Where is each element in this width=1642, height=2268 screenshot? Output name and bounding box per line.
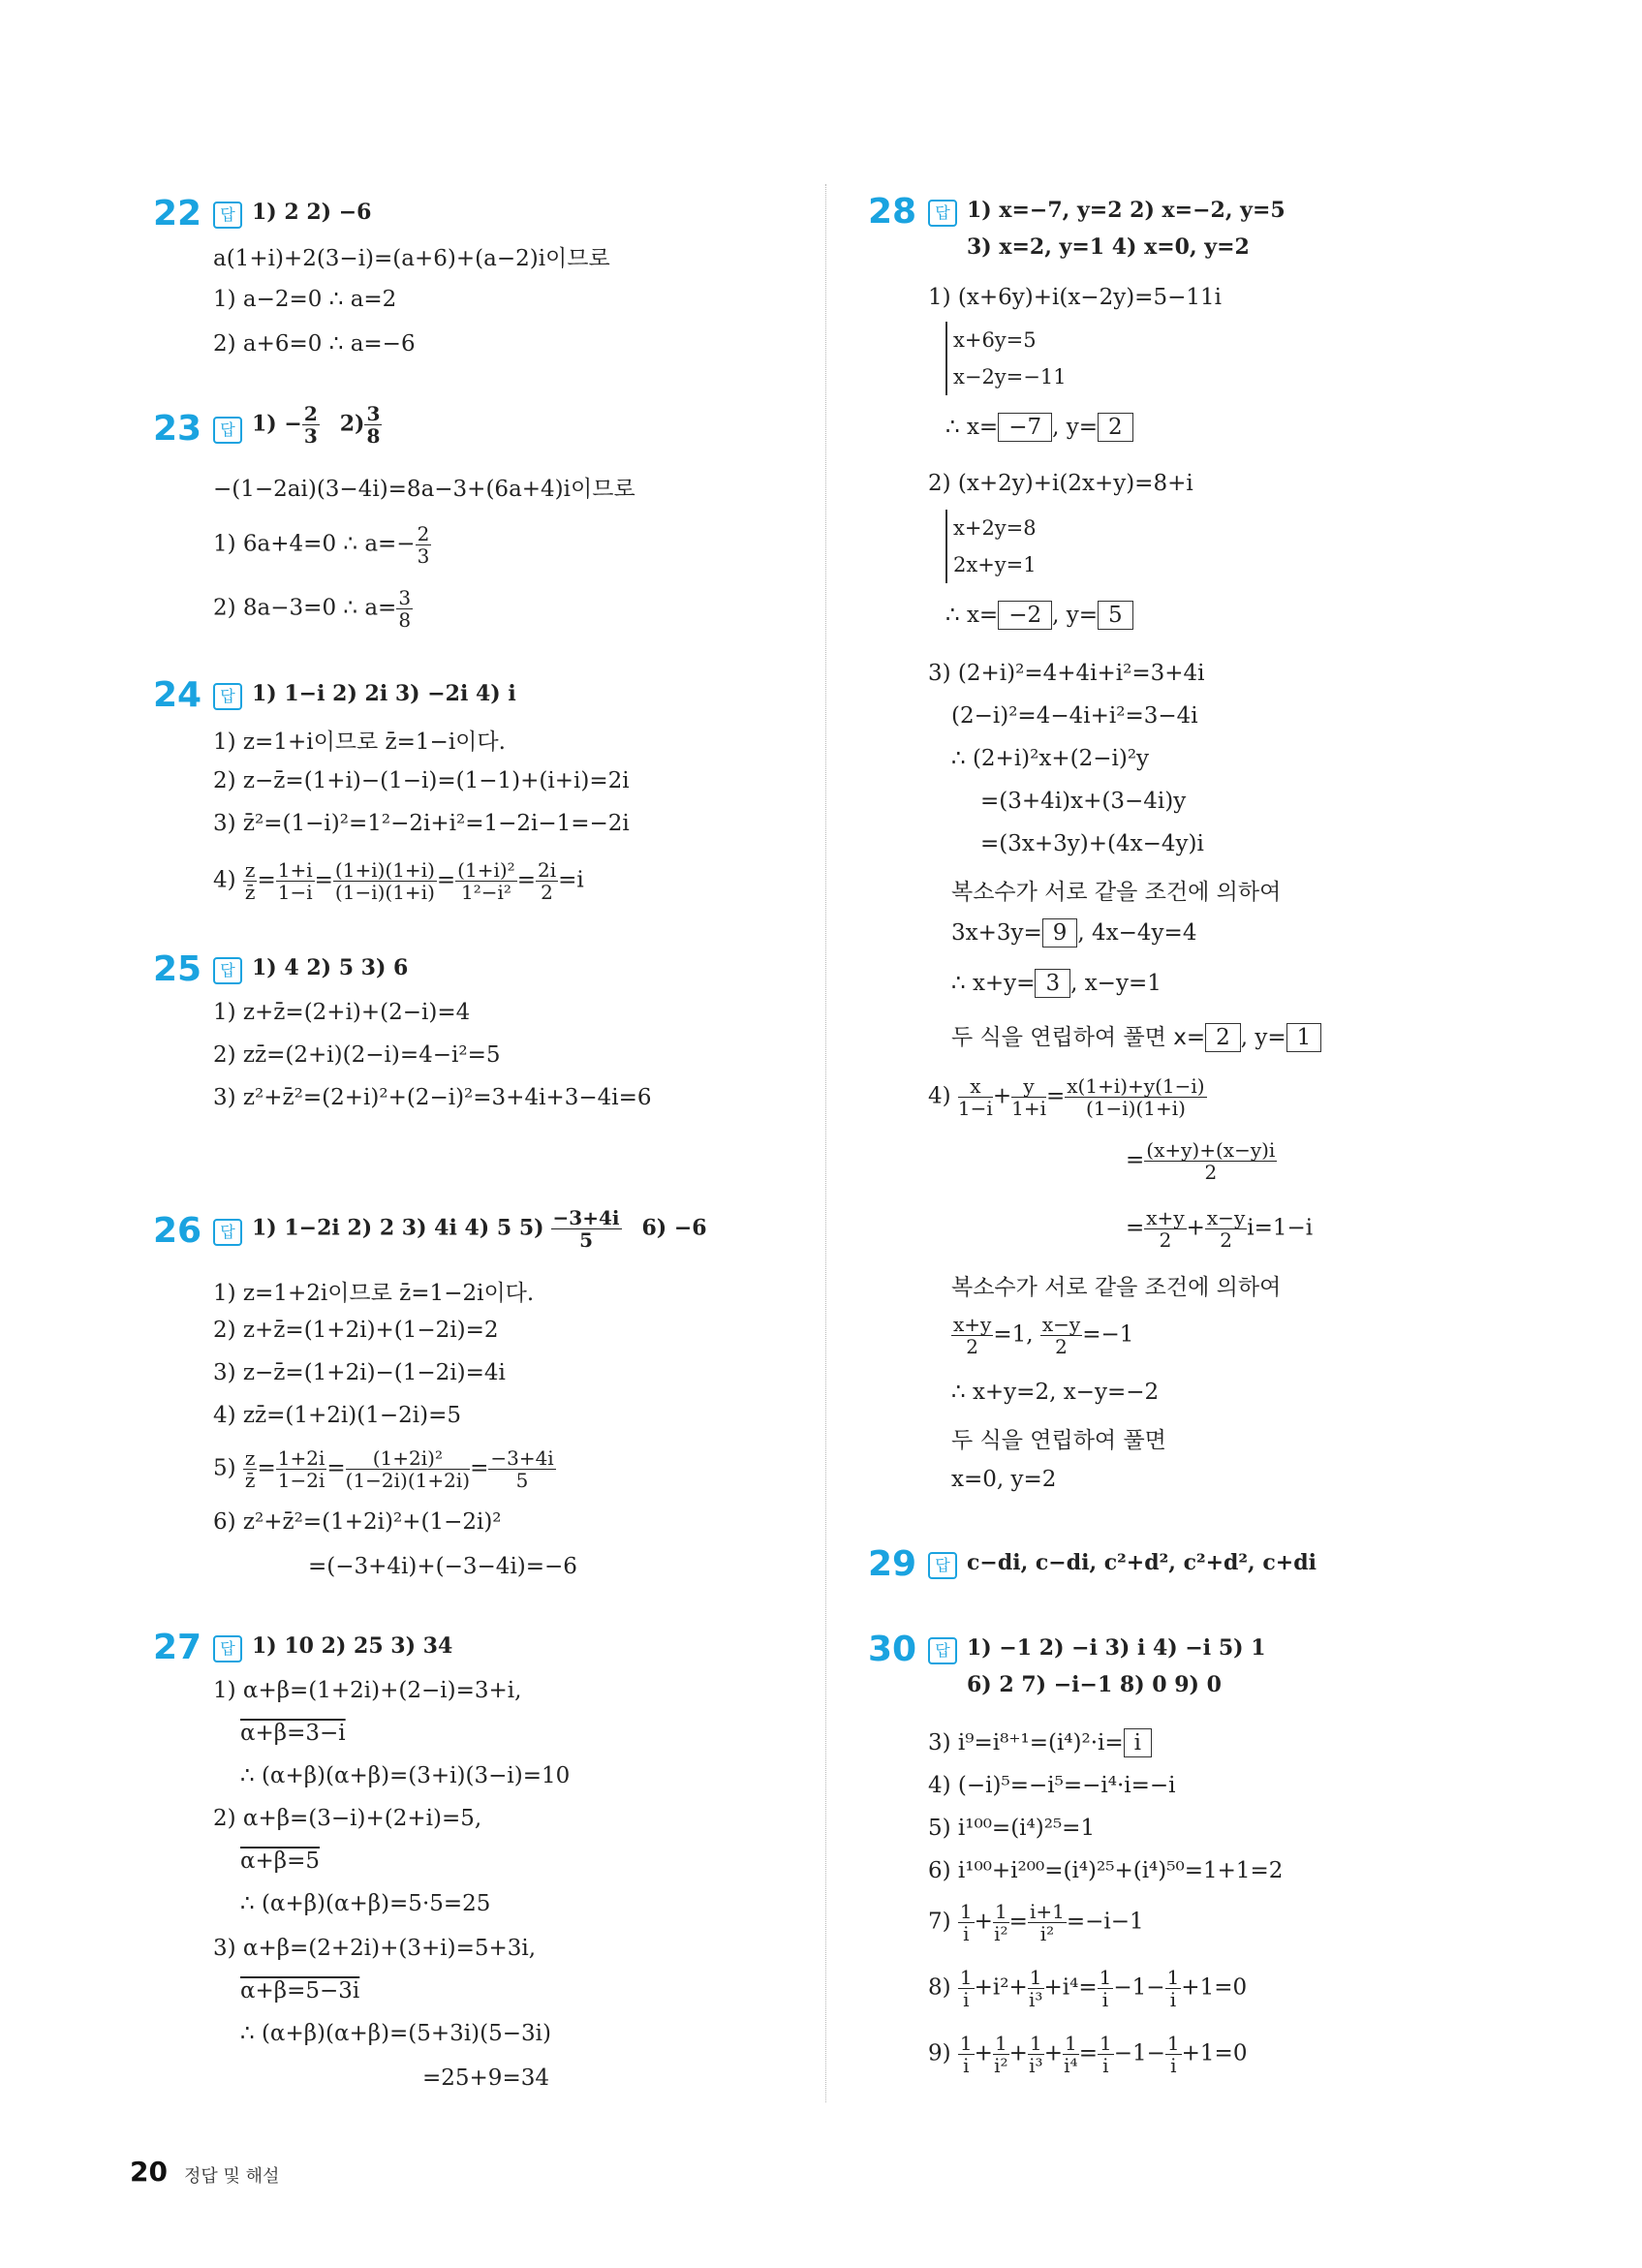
answer: 1) 1−2i 2) 2 3) 4i 4) 5 5) $\frac{-3+4i}{5}$ 6) −6: [252, 1206, 707, 1252]
equation-system: x+6y=5 x−2y=−11: [945, 322, 1067, 395]
solution-line: 4) zz̄=(1+2i)(1−2i)=5: [213, 1403, 462, 1428]
solution-line: 2) 8a−3=0 ∴ a= $\frac{3}{8}$: [213, 586, 412, 632]
solution-line: 1) α+β=(1+2i)+(2−i)=3+i,: [213, 1678, 522, 1703]
solution-line: 9) $\frac{1}{i}$ + $\frac{1}{\text{i²}}$ + $\frac{1}{\text{i³}}$ + $\frac{1}{\text{i⁴}}$ = $\frac{1}{i}$ −1− $\frac{1}{i}$ +1=0: [928, 2032, 1248, 2077]
solution-line: =(−3+4i)+(−3−4i)=−6: [308, 1554, 577, 1579]
solution-line: 1) a−2=0 ∴ a=2: [213, 287, 397, 312]
solution-line: =(3+4i)x+(3−4i)y: [980, 789, 1187, 814]
solution-line: ∴ (α+β)(α+β)=5·5=25: [240, 1891, 491, 1916]
answer: 1) −1 2) −i 3) i 4) −i 5) 1: [967, 1635, 1266, 1661]
answer: 1) − $\frac{2}{3}$ 2) $\frac{3}{8}$: [252, 402, 381, 448]
problem-number: 25: [153, 949, 202, 989]
answer-box: 2: [1098, 413, 1133, 442]
solution-line: 6) z²+z̄²=(1+2i)²+(1−2i)²: [213, 1509, 502, 1535]
solution-line: 2) a+6=0 ∴ a=−6: [213, 331, 416, 357]
answer-tag: 답: [213, 957, 242, 984]
answer: 3) x=2, y=1 4) x=0, y=2: [967, 234, 1250, 260]
solution-line: 1) 6a+4=0 ∴ a=− $\frac{2}{3}$: [213, 522, 430, 568]
solution-line: 7) $\frac{1}{i}$ + $\frac{1}{\text{i²}}$ = $\frac{i+1}{\text{i²}}$ =−i−1: [928, 1900, 1144, 1945]
answer: 1) 10 2) 25 3) 34: [252, 1633, 453, 1659]
solution-line: 3) z²+z̄²=(2+i)²+(2−i)²=3+4i+3−4i=6: [213, 1085, 652, 1110]
solution-line: 8) $\frac{1}{i}$ +i²+ $\frac{1}{\text{i³}}$ +i⁴= $\frac{1}{i}$ −1− $\frac{1}{i}$ +1=0: [928, 1966, 1248, 2011]
answer: 6) 2 7) −i−1 8) 0 9) 0: [967, 1672, 1222, 1697]
solution-line: 5) i¹⁰⁰=(i⁴)²⁵=1: [928, 1816, 1096, 1841]
answer-tag: 답: [213, 202, 242, 229]
solution-line: 2) α+β=(3−i)+(2+i)=5,: [213, 1806, 482, 1831]
answer-box: 1: [1286, 1023, 1322, 1052]
solution-line: 4) $\frac{x}{1-i}$ + $\frac{y}{1+i}$ = $\frac{x(1+i)+y(1-i)}{(1-i)(1+i)}$: [928, 1074, 1205, 1120]
answer-box: 2: [1205, 1023, 1241, 1052]
answer-tag: 답: [928, 200, 957, 227]
answer-tag: 답: [213, 1635, 242, 1662]
solution-line: 4) (−i)⁵=−i⁵=−i⁴·i=−i: [928, 1773, 1176, 1798]
solution-line: α+β=5−3i: [240, 1978, 360, 2004]
problem-number: 22: [153, 194, 202, 233]
solution-line: 2) zz̄=(2+i)(2−i)=4−i²=5: [213, 1042, 501, 1068]
solution-line: 1) z+z̄=(2+i)+(2−i)=4: [213, 1000, 471, 1025]
solution-line: 두 식을 연립하여 풀면: [951, 1428, 1166, 1453]
answer: c−di, c−di, c²+d², c²+d², c+di: [967, 1550, 1317, 1575]
problem-number: 23: [153, 409, 202, 449]
column-divider: [825, 184, 826, 2102]
solution-line: ∴ (α+β)(α+β)=(3+i)(3−i)=10: [240, 1763, 571, 1788]
answer-box: −2: [998, 601, 1052, 630]
footer-title: 정답 및 해설: [184, 2166, 280, 2187]
problem-number: 27: [153, 1628, 202, 1667]
solution-line: 5) $\frac{z}{z̄}$ = $\frac{1+2i}{1-2i}$ = $\frac{\text{(1+2i)²}}{(1-2i)(1+2i)}$ = $\frac{-3+4i}{5}$: [213, 1446, 554, 1492]
answer-tag: 답: [213, 1219, 242, 1246]
solution-line: 복소수가 서로 같을 조건에 의하여: [951, 880, 1282, 905]
solution-line: 3) α+β=(2+2i)+(3+i)=5+3i,: [213, 1936, 537, 1961]
solution-line: =(3x+3y)+(4x−4y)i: [980, 831, 1204, 856]
solution-line: α+β=3−i: [240, 1721, 346, 1746]
answer-tag: 답: [213, 683, 242, 710]
solution-line: 3x+3y= 9 , 4x−4y=4: [951, 920, 1197, 946]
answer-box: −7: [998, 413, 1052, 442]
problem-number: 30: [868, 1630, 917, 1669]
solution-line: ∴ x= −7 , y= 2: [945, 413, 1133, 442]
solution-line: 3) z−z̄=(1+2i)−(1−2i)=4i: [213, 1360, 506, 1385]
answer-tag: 답: [928, 1552, 957, 1579]
solution-line: = $\frac{x+y}{2}$ + $\frac{x-y}{2}$ i=1−i: [1126, 1206, 1314, 1252]
solution-line: 2) z−z̄=(1+i)−(1−i)=(1−1)+(i+i)=2i: [213, 768, 630, 793]
answer-box: 5: [1098, 601, 1133, 630]
problem-number: 26: [153, 1211, 202, 1251]
solution-line: = $\frac{(x+y)+(x-y)i}{2}$: [1126, 1138, 1276, 1184]
answer-box: 9: [1042, 918, 1078, 948]
page-number: 20: [130, 2156, 168, 2188]
answer: 1) 4 2) 5 3) 6: [252, 955, 409, 980]
solution-line: 4) $\frac{z}{z̄}$ = $\frac{1+i}{1-i}$ = $\frac{(1+i)(1+i)}{(1-i)(1+i)}$ = $\frac{\text{(1+i)²}}{\text{1²−i²}}$ = $\frac{2i}{2}$ =i: [213, 858, 584, 904]
solution-line: ∴ x+y=2, x−y=−2: [951, 1380, 1160, 1405]
answer-tag: 답: [928, 1637, 957, 1664]
solution-line: =25+9=34: [422, 2066, 549, 2091]
answer-box: 3: [1035, 969, 1070, 998]
solution-line: ∴ x+y= 3 , x−y=1: [951, 971, 1162, 996]
solution-line: 2) z+z̄=(1+2i)+(1−2i)=2: [213, 1318, 499, 1343]
solution-line: ∴ x= −2 , y= 5: [945, 601, 1133, 630]
answer-box: i: [1124, 1728, 1152, 1757]
solution-line: 1) z=1+2i이므로 z̄=1−2i이다.: [213, 1281, 535, 1306]
solution-line: a(1+i)+2(3−i)=(a+6)+(a−2)i이므로: [213, 246, 610, 271]
answer-tag: 답: [213, 417, 242, 444]
solution-line: α+β=5: [240, 1849, 321, 1874]
solution-line: ∴ (2+i)²x+(2−i)²y: [951, 746, 1150, 771]
solution-line: x=0, y=2: [951, 1467, 1057, 1492]
answer: 1) 1−i 2) 2i 3) −2i 4) i: [252, 681, 516, 706]
problem-number: 28: [868, 192, 917, 232]
solution-line: −(1−2ai)(3−4i)=8a−3+(6a+4)i이므로: [213, 477, 635, 502]
solution-line: 1) z=1+i이므로 z̄=1−i이다.: [213, 730, 506, 755]
solution-line: ∴ (α+β)(α+β)=(5+3i)(5−3i): [240, 2021, 551, 2046]
solution-line: 1) (x+6y)+i(x−2y)=5−11i: [928, 285, 1222, 310]
problem-number: 24: [153, 675, 202, 715]
solution-line: 복소수가 서로 같을 조건에 의하여: [951, 1275, 1282, 1300]
answer: 1) x=−7, y=2 2) x=−2, y=5: [967, 198, 1286, 223]
solution-line: 3) (2+i)²=4+4i+i²=3+4i: [928, 661, 1205, 686]
solution-line: (2−i)²=4−4i+i²=3−4i: [951, 703, 1198, 729]
solution-line: $\frac{x+y}{2}$ =1, $\frac{x-y}{2}$ =−1: [953, 1313, 1134, 1358]
problem-number: 29: [868, 1544, 917, 1584]
solution-line: 6) i¹⁰⁰+i²⁰⁰=(i⁴)²⁵+(i⁴)⁵⁰=1+1=2: [928, 1858, 1284, 1883]
solution-line: 두 식을 연립하여 풀면 x= 2 , y= 1: [951, 1019, 1321, 1052]
answer: 1) 2 2) −6: [252, 200, 372, 225]
solution-line: 2) (x+2y)+i(2x+y)=8+i: [928, 471, 1193, 496]
equation-system: x+2y=8 2x+y=1: [945, 510, 1037, 583]
solution-line: 3) z̄²=(1−i)²=1²−2i+i²=1−2i−1=−2i: [213, 811, 630, 836]
solution-line: 3) i⁹=i⁸⁺¹=(i⁴)²·i= i: [928, 1728, 1152, 1757]
